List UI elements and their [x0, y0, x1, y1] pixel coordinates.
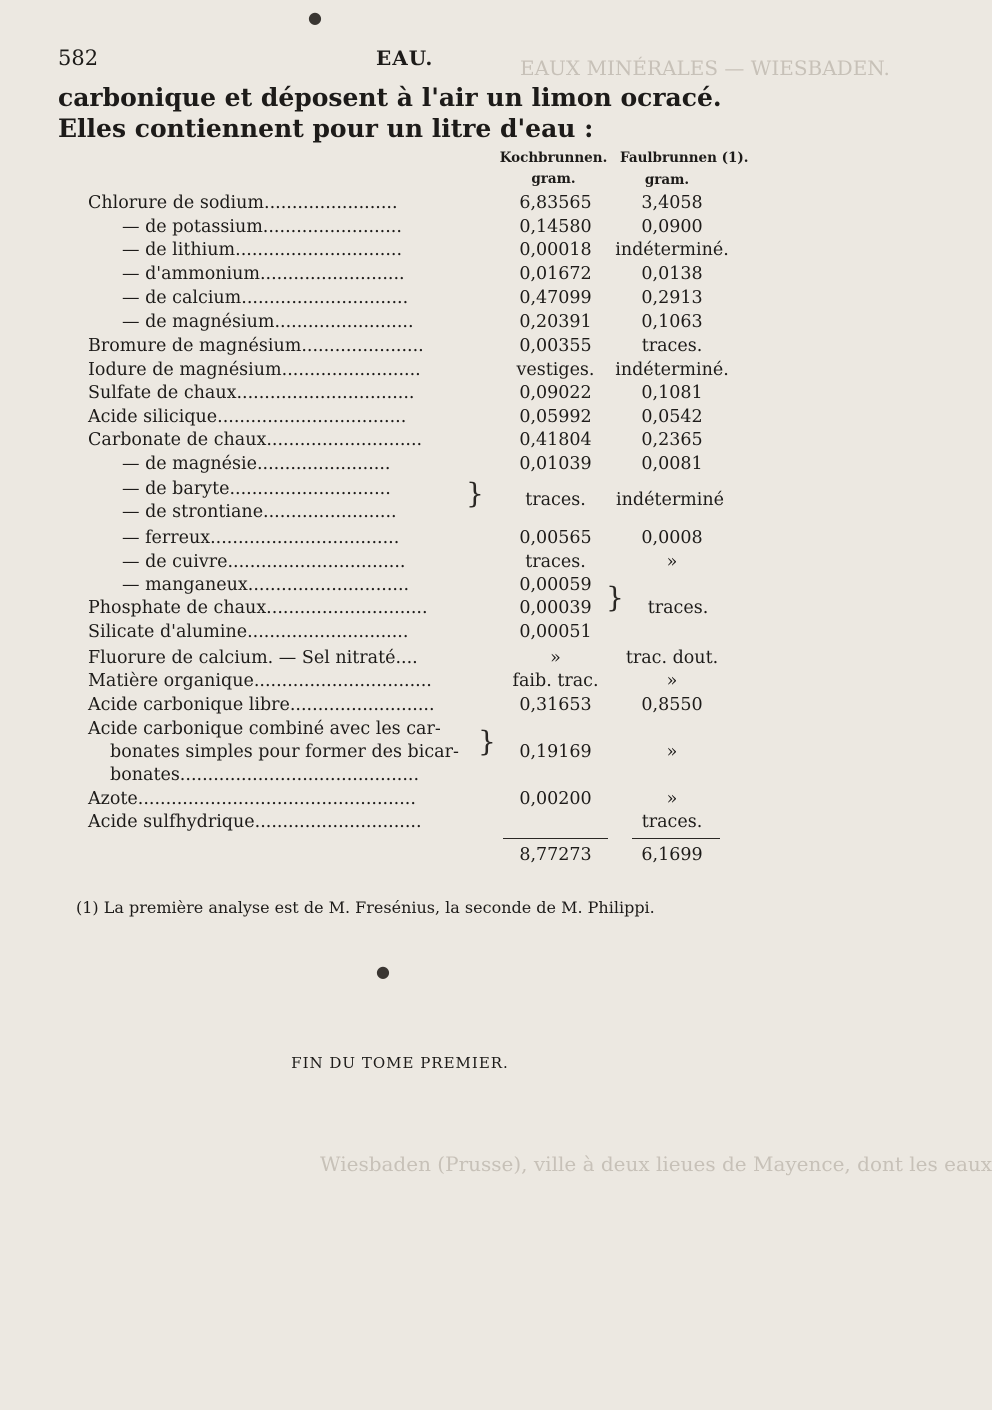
row-label: Fluorure de calcium. — Sel nitraté.... — [88, 648, 418, 668]
value-faulbrunnen: 0,0900 — [641, 217, 703, 237]
value-kochbrunnen: faib. trac. — [512, 671, 599, 691]
value-kochbrunnen: » — [550, 648, 561, 668]
table-row — [0, 742, 800, 766]
row-label: — de cuivre................................ — [122, 552, 406, 572]
value-kochbrunnen: 0,19169 — [519, 742, 592, 762]
table-row — [0, 789, 800, 813]
value-faulbrunnen: indéterminé. — [615, 240, 729, 260]
ink-mark: ● — [308, 8, 322, 27]
row-label: — de lithium.............................. — [122, 240, 403, 260]
value-faulbrunnen: traces. — [647, 598, 709, 618]
value-faulbrunnen: indéterminé — [616, 490, 724, 510]
value-kochbrunnen: 0,00051 — [519, 622, 592, 642]
footnote: (1) La première analyse est de M. Fresénius, la seconde de M. Philippi. — [76, 898, 655, 917]
column-header-faulbrunnen: Faulbrunnen (1). — [620, 150, 749, 166]
value-faulbrunnen: 0,0008 — [641, 528, 703, 548]
running-header — [58, 46, 738, 76]
value-kochbrunnen: traces. — [525, 490, 586, 510]
value-faulbrunnen: 0,1081 — [641, 383, 703, 403]
row-label: — de potassium......................... — [122, 217, 402, 237]
value-faulbrunnen: » — [666, 742, 678, 762]
intro-paragraph: carbonique et déposent à l'air un limon ocracé. Elles contiennent pour un litre d'eau : — [58, 83, 722, 143]
table-row-grouped-values — [0, 490, 800, 514]
row-label: Matière organique................................ — [88, 671, 432, 691]
row-label: Acide sulfhydrique.............................. — [88, 812, 422, 832]
value-kochbrunnen: 0,00039 — [519, 598, 592, 618]
value-faulbrunnen: » — [666, 671, 678, 691]
value-faulbrunnen: 0,1063 — [641, 312, 703, 332]
value-kochbrunnen: 0,20391 — [519, 312, 592, 332]
row-label: — ferreux.................................. — [122, 528, 400, 548]
running-title: EAU. — [376, 46, 434, 70]
row-label: Carbonate de chaux............................ — [88, 430, 423, 450]
table-row — [0, 240, 800, 264]
column-header-kochbrunnen: Kochbrunnen. — [499, 150, 608, 166]
value-kochbrunnen: 0,31653 — [519, 695, 592, 715]
value-faulbrunnen: 0,2913 — [641, 288, 703, 308]
table-row — [0, 598, 800, 622]
table-row — [0, 575, 800, 599]
row-label: — de strontiane........................ — [122, 502, 397, 522]
column-unit-faulbrunnen: gram. — [644, 172, 690, 188]
row-label: — de magnésium......................... — [122, 312, 414, 332]
value-kochbrunnen: 6,83565 — [519, 193, 592, 213]
table-row — [0, 288, 800, 312]
row-label: Silicate d'alumine............................. — [88, 622, 409, 642]
row-label: Acide carbonique libre.......................... — [88, 695, 435, 715]
table-row — [0, 648, 800, 672]
column-unit-kochbrunnen: gram. — [531, 171, 576, 187]
value-faulbrunnen: 0,0542 — [641, 407, 703, 427]
value-kochbrunnen: traces. — [525, 552, 586, 572]
value-kochbrunnen: 0,01039 — [519, 454, 592, 474]
value-faulbrunnen: 0,8550 — [641, 695, 703, 715]
value-faulbrunnen: 0,0081 — [641, 454, 703, 474]
row-label: — manganeux............................. — [122, 575, 410, 595]
grouping-brace: } — [478, 725, 496, 758]
total-rule — [503, 838, 608, 839]
page-number: 582 — [58, 46, 99, 70]
table-row — [0, 719, 800, 743]
value-kochbrunnen: vestiges. — [516, 360, 595, 380]
bleed-through-text: Wiesbaden (Prusse), ville à deux lieues de Mayence, dont les eaux — [320, 1152, 992, 1176]
table-row — [0, 552, 800, 576]
table-row — [0, 671, 800, 695]
table-row — [0, 430, 800, 454]
grouping-brace: } — [606, 581, 624, 614]
row-label: Bromure de magnésium...................... — [88, 336, 424, 356]
ink-mark: ● — [376, 962, 390, 981]
table-row — [0, 812, 800, 836]
end-of-volume: FIN DU TOME PREMIER. — [291, 1054, 509, 1072]
value-kochbrunnen: 0,00059 — [519, 575, 592, 595]
row-label: — de baryte............................. — [122, 479, 391, 499]
value-kochbrunnen: 0,41804 — [519, 430, 592, 450]
value-faulbrunnen: 0,2365 — [641, 430, 703, 450]
value-kochbrunnen: 0,00565 — [519, 528, 592, 548]
table-row — [0, 193, 800, 217]
row-label: Sulfate de chaux................................ — [88, 383, 415, 403]
value-faulbrunnen: 0,0138 — [641, 264, 703, 284]
table-row — [0, 217, 800, 241]
value-faulbrunnen: » — [666, 789, 678, 809]
row-label: bonates........................................... — [110, 765, 420, 785]
value-kochbrunnen: 0,00018 — [519, 240, 592, 260]
grouping-brace: } — [466, 477, 484, 510]
value-kochbrunnen: 0,05992 — [519, 407, 592, 427]
total-kochbrunnen: 8,77273 — [519, 845, 592, 865]
table-row — [0, 407, 800, 431]
row-label: Iodure de magnésium......................... — [88, 360, 421, 380]
table-row — [0, 336, 800, 360]
table-row — [0, 383, 800, 407]
table-row — [0, 454, 800, 478]
value-faulbrunnen: trac. dout. — [625, 648, 719, 668]
row-label: — de magnésie........................ — [122, 454, 391, 474]
table-row — [0, 765, 800, 789]
table-row — [0, 622, 800, 646]
total-rule — [632, 838, 720, 839]
row-label: Chlorure de sodium........................ — [88, 193, 398, 213]
value-faulbrunnen: traces. — [641, 336, 703, 356]
value-faulbrunnen: traces. — [641, 812, 703, 832]
value-faulbrunnen: » — [666, 552, 678, 572]
value-faulbrunnen: 3,4058 — [641, 193, 703, 213]
table-row — [0, 695, 800, 719]
table-row — [0, 360, 800, 384]
row-label: — de calcium.............................. — [122, 288, 409, 308]
value-kochbrunnen: 0,14580 — [519, 217, 592, 237]
total-faulbrunnen: 6,1699 — [641, 845, 703, 865]
value-kochbrunnen: 0,01672 — [519, 264, 592, 284]
table-row — [0, 264, 800, 288]
value-faulbrunnen: indéterminé. — [615, 360, 729, 380]
row-label: Acide silicique.................................. — [88, 407, 407, 427]
row-label: — d'ammonium.......................... — [122, 264, 405, 284]
value-kochbrunnen: 0,00355 — [519, 336, 592, 356]
totals-row — [0, 845, 800, 869]
bleed-through-text: EAUX MINÉRALES — WIESBADEN. — [520, 56, 890, 80]
row-label: Azote.................................................. — [88, 789, 416, 809]
row-label: Acide carbonique combiné avec les car- — [88, 719, 441, 739]
row-label: Phosphate de chaux............................. — [88, 598, 428, 618]
table-row — [0, 312, 800, 336]
value-kochbrunnen: 0,00200 — [519, 789, 592, 809]
value-kochbrunnen: 0,09022 — [519, 383, 592, 403]
row-label: bonates simples pour former des bicar- — [110, 742, 459, 762]
value-kochbrunnen: 0,47099 — [519, 288, 592, 308]
table-row — [0, 528, 800, 552]
